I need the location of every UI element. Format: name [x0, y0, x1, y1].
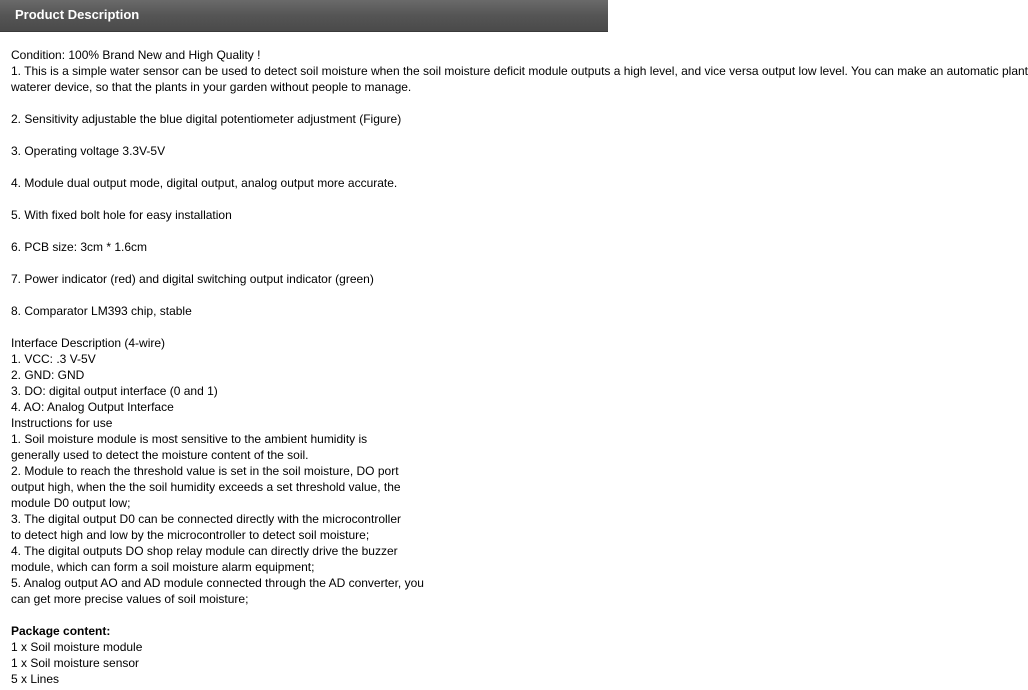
- spacer: [11, 127, 608, 143]
- spacer: [11, 159, 608, 175]
- interface-gnd: 2. GND: GND: [11, 368, 85, 382]
- interface-title: Interface Description (4-wire): [11, 336, 166, 350]
- feature-item-1-line-1: 1. This is a simple water sensor can be used to detect soil moisture when the soil moisture deficit module outputs a high level, and vice versa output low level. You can make an automatic plant: [11, 64, 1028, 78]
- spacer: [11, 255, 608, 271]
- interface-ao: 4. AO: Analog Output Interface: [11, 400, 174, 414]
- feature-item-1-line-2: waterer device, so that the plants in your garden without people to manage.: [11, 80, 412, 94]
- instruction-line: 5. Analog output AO and AD module connected through the AD converter, you: [11, 576, 424, 590]
- spacer: [11, 95, 608, 111]
- instruction-line: to detect high and low by the microcontroller to detect soil moisture;: [11, 528, 370, 542]
- section-title: Product Description: [15, 7, 140, 22]
- instruction-line: 4. The digital outputs DO shop relay module can directly drive the buzzer: [11, 544, 398, 558]
- interface-vcc: 1. VCC: .3 V-5V: [11, 352, 96, 366]
- instructions-title: Instructions for use: [11, 416, 113, 430]
- instruction-line: 1. Soil moisture module is most sensitive to the ambient humidity is: [11, 432, 368, 446]
- instruction-line: module, which can form a soil moisture alarm equipment;: [11, 560, 315, 574]
- instruction-line: 2. Module to reach the threshold value is set in the soil moisture, DO port: [11, 464, 399, 478]
- spacer: [11, 191, 608, 207]
- spacer: [11, 319, 608, 335]
- instruction-line: can get more precise values of soil moisture;: [11, 592, 249, 606]
- package-title: Package content:: [11, 624, 111, 638]
- feature-item-5: 5. With fixed bolt hole for easy installation: [11, 208, 232, 222]
- instruction-line: module D0 output low;: [11, 496, 131, 510]
- feature-item-2: 2. Sensitivity adjustable the blue digital potentiometer adjustment (Figure): [11, 112, 402, 126]
- instruction-line: 3. The digital output D0 can be connected directly with the microcontroller: [11, 512, 401, 526]
- instruction-line: generally used to detect the moisture content of the soil.: [11, 448, 309, 462]
- spacer: [11, 287, 608, 303]
- interface-do: 3. DO: digital output interface (0 and 1): [11, 384, 218, 398]
- feature-item-4: 4. Module dual output mode, digital output, analog output more accurate.: [11, 176, 398, 190]
- feature-item-7: 7. Power indicator (red) and digital switching output indicator (green): [11, 272, 374, 286]
- package-item: 1 x Soil moisture module: [11, 640, 143, 654]
- section-header-bar: [0, 0, 608, 32]
- instruction-line: output high, when the the soil humidity exceeds a set threshold value, the: [11, 480, 401, 494]
- package-item: 1 x Soil moisture sensor: [11, 656, 140, 670]
- package-item: 5 x Lines: [11, 672, 60, 686]
- description-body: [11, 47, 1028, 687]
- feature-item-8: 8. Comparator LM393 chip, stable: [11, 304, 192, 318]
- feature-item-6: 6. PCB size: 3cm * 1.6cm: [11, 240, 148, 254]
- condition-text: Condition: 100% Brand New and High Quality !: [11, 48, 261, 62]
- spacer: [11, 223, 608, 239]
- feature-item-3: 3. Operating voltage 3.3V-5V: [11, 144, 166, 158]
- spacer: [11, 607, 608, 623]
